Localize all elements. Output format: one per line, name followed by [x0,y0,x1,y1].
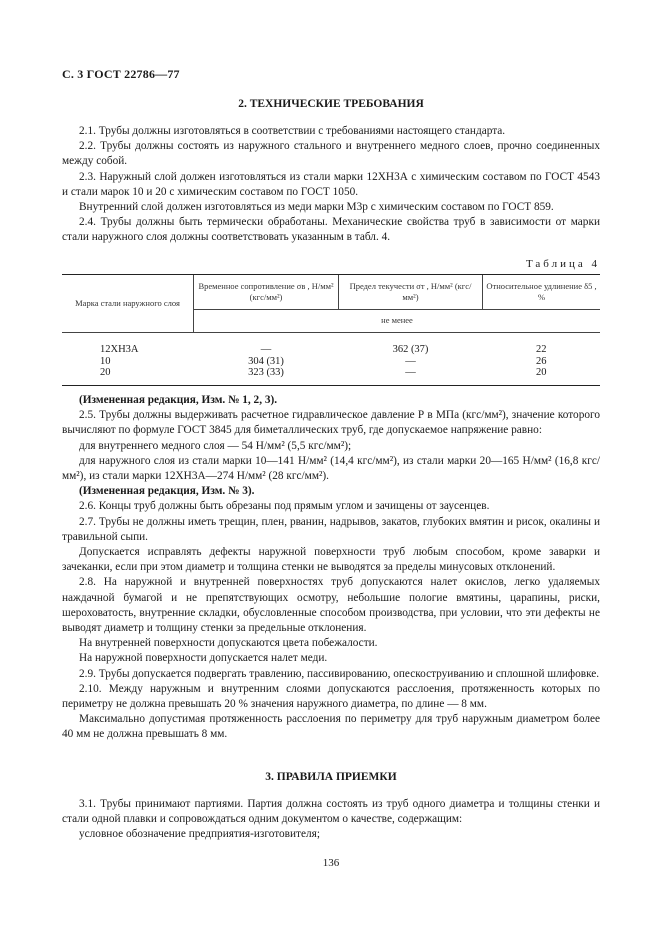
subheader-min: не менее [194,310,601,333]
page-number: 136 [322,857,340,869]
cell-tensile: 323 (33) [194,367,339,385]
section-3-body [62,797,600,843]
paragraph-2-3: 2.3. Наружный слой должен изготовляться из стали марки 12ХН3А с химическим составом по ГОСТ 4543 и стали марок 10 и 20 с химическим составом по ГОСТ 1050. [62,170,600,198]
paragraph-2-2: 2.2. Трубы должны состоять из наружного стального и внутреннего медного слоев, прочно соединенных между собой. [62,140,600,168]
table-row [62,333,600,356]
header-tensile-strength: Временное сопротивление σв , Н/мм² (кгс/мм²) [194,275,339,310]
cell-elongation: 22 [536,344,547,355]
section-2-continued [62,393,600,743]
cell-elongation: 20 [483,367,601,385]
cell-grade: 12ХН3А [100,344,139,355]
header-steel-grade: Марка стали наружного слоя [62,275,194,333]
paragraph-3-1-item: условное обозначение предприятия-изготовителя; [79,828,320,841]
table-row [62,367,600,385]
paragraph-2-8: 2.8. На наружной и внутренней поверхностях труб допускаются налет окислов, легко удаляемых наждачной бумагой и не препятствующих осмотру, небольшие пологие вмятины, царапины, риски, шероховатость, внутренние складки, обусловленные способом производства, при условии, что эти дефекты не выводят диаметр и толщину стенки за предельные отклонения. [62,576,600,635]
section-2-intro [62,124,600,246]
cell-tensile: — [260,344,272,355]
paragraph-2-7: 2.7. Трубы не должны иметь трещин, плен, рванин, надрывов, закатов, глубоких вмятин и рисок, окалины и травильной сыпи. [62,515,600,543]
cell-tensile: 304 (31) [248,355,284,367]
paragraph-2-8-inner: На внутренней поверхности допускаются цвета побежалости. [79,637,378,650]
page-header: С. 3 ГОСТ 22786—77 [62,67,180,81]
paragraph-2-9: 2.9. Трубы допускается подвергать травлению, пассивированию, опескоструиванию и сплошной шлифовке. [79,667,600,680]
paragraph-2-3-inner: Внутренний слой должен изготовляться из меди марки М3р с химическим составом по ГОСТ 859. [79,201,554,214]
amendment-note: (Измененная редакция, Изм. № 1, 2, 3). [79,394,278,406]
cell-yield: — [339,367,483,385]
cell-yield: — [405,355,416,367]
paragraph-2-7-repair: Допускается исправлять дефекты наружной поверхности труб любым способом, кроме заварки и зачеканки, если при этом диаметр и толщина стенки не выводятся за пределы минусовых отклонений. [62,546,600,574]
amendment-note: (Измененная редакция, Изм. № 3). [79,485,255,498]
paragraph-copper-layer: для внутреннего медного слоя — 54 Н/мм² (5,5 кгс/мм²); [79,439,352,452]
paragraph-2-4: 2.4. Трубы должны быть термически обработаны. Механические свойства труб в зависимости от марки стали наружного слоя должны соответствовать указанным в табл. 4. [62,216,600,244]
table-row [62,356,600,368]
header-yield-strength: Предел текучести σт , Н/мм² (кгс/мм²) [339,275,483,310]
cell-yield: 362 (37) [392,344,429,355]
paragraph-2-10: 2.10. Между наружным и внутренним слоями допускаются расслоения, протяженность которых по периметру не должна превышать 20 % значения наружного диаметра, по длине — 8 мм. [62,682,600,711]
paragraph-steel-layer: для наружного слоя из стали марки 10—141 Н/мм² (14,4 кгс/мм²), из стали марки 20—165 Н/мм² (16,8 кгс/мм²), из стали марки 12ХН3А—274 Н/мм² (28 кгс/мм²). [62,454,600,483]
section-3-title: 3. ПРАВИЛА ПРИЕМКИ [265,771,397,783]
paragraph-2-1: 2.1. Трубы должны изготовляться в соответствии с требованиями настоящего стандарта. [79,125,506,137]
header-elongation: Относительное удлинение δ5 , % [483,275,601,310]
paragraph-2-10-max: Максимально допустимая протяженность расслоения по периметру для труб наружным диаметром более 40 мм не должна превышать 8 мм. [62,713,600,741]
paragraph-2-8-outer: На наружной поверхности допускается налет меди. [79,652,328,665]
cell-grade: 10 [100,355,111,367]
table-caption: Таблица 4 [525,258,600,270]
table-4 [62,274,600,386]
cell-elongation: 26 [536,355,547,367]
paragraph-2-6: 2.6. Концы труб должны быть обрезаны под прямым углом и зачищены от заусенцев. [79,500,490,513]
cell-grade: 20 [62,367,194,385]
section-2-title: 2. ТЕХНИЧЕСКИЕ ТРЕБОВАНИЯ [238,98,424,110]
paragraph-3-1: 3.1. Трубы принимают партиями. Партия должна состоять из труб одного диаметра и толщины стенки и стали одной плавки и сопровождаться одним документом о качестве, содержащим: [62,798,600,826]
paragraph-2-5: 2.5. Трубы должны выдерживать расчетное гидравлическое давление Р в МПа (кгс/мм²), значение которого вычисляют по формуле ГОСТ 3845 для биметаллических труб, где допускаемое напряжение равно: [62,409,600,437]
